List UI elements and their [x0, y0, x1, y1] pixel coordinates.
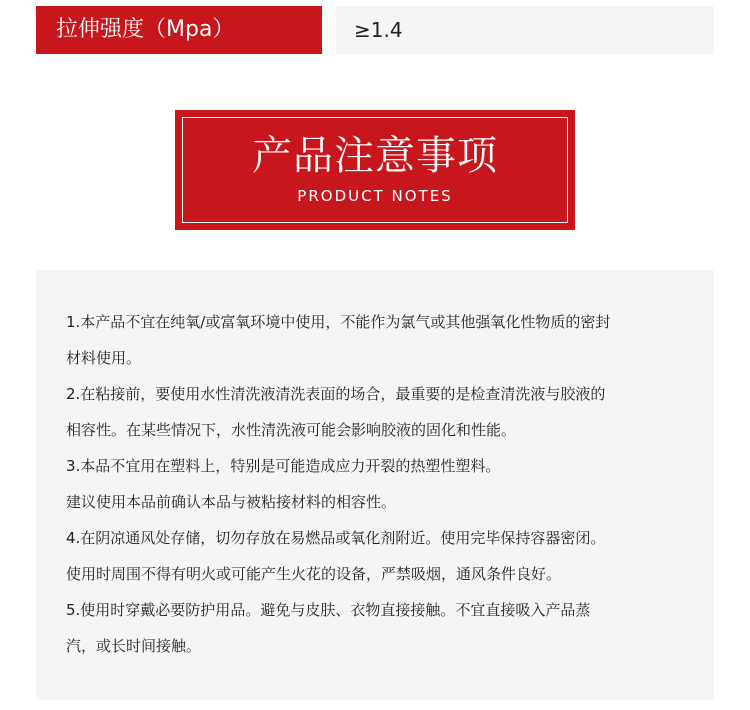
- note-line: 使用时周围不得有明火或可能产生火花的设备，严禁吸烟，通风条件良好。: [66, 565, 562, 583]
- note-line: 2.在粘接前，要使用水性清洗液清洗表面的场合，最重要的是检查清洗液与胶液的: [66, 385, 606, 403]
- spec-value: ≥1.4: [336, 6, 714, 54]
- product-notes-banner: [175, 110, 575, 230]
- note-line: 5.使用时穿戴必要防护用品。避免与皮肤、衣物直接接触。不宜直接吸入产品蒸: [66, 601, 591, 619]
- banner-title: 产品注意事项: [252, 133, 498, 179]
- banner-subtitle: PRODUCT NOTES: [297, 187, 453, 205]
- note-line: 汽，或长时间接触。: [66, 637, 202, 655]
- note-line: 1.本产品不宜在纯氧/或富氧环境中使用，不能作为氯气或其他强氧化性物质的密封: [66, 313, 611, 331]
- notes-panel: [36, 270, 714, 700]
- note-line: 4.在阴凉通风处存储，切勿存放在易燃品或氧化剂附近。使用完毕保持容器密闭。: [66, 529, 606, 547]
- notes-list: [66, 304, 690, 664]
- spec-label: 拉伸强度（Mpa）: [36, 6, 322, 54]
- note-line: 3.本品不宜用在塑料上，特别是可能造成应力开裂的热塑性塑料。: [66, 457, 501, 475]
- note-line: 相容性。在某些情况下，水性清洗液可能会影响胶液的固化和性能。: [66, 421, 517, 439]
- note-line: 建议使用本品前确认本品与被粘接材料的相容性。: [66, 493, 397, 511]
- note-line: 材料使用。: [66, 349, 142, 367]
